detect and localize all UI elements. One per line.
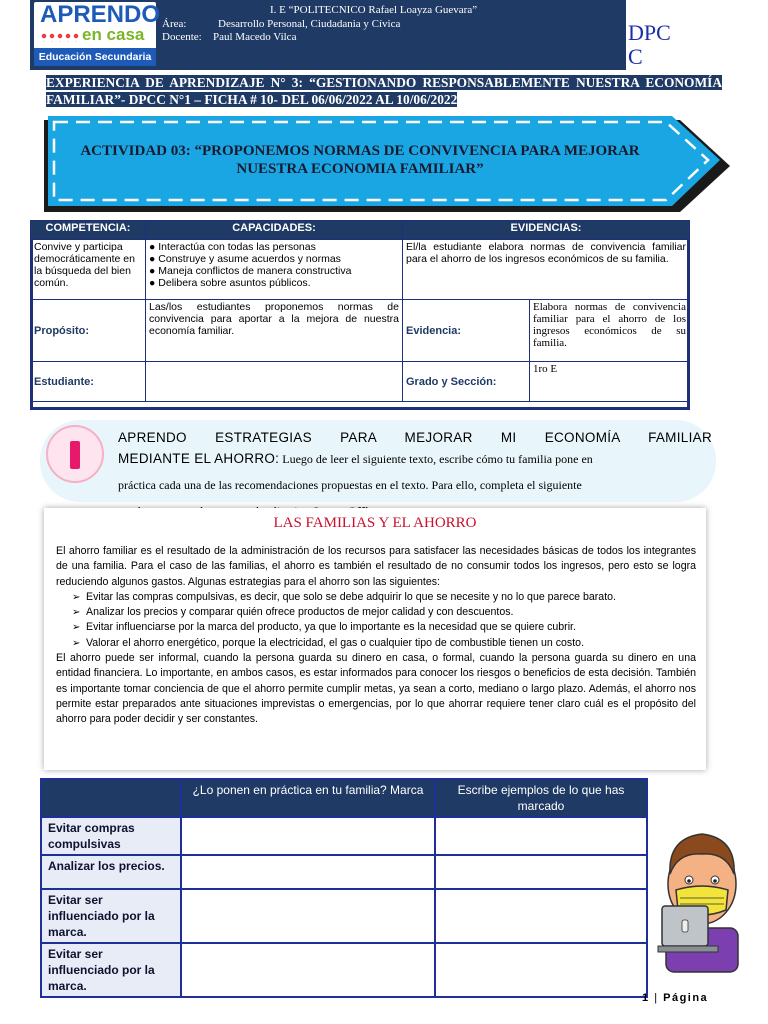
evidencia-text: Elabora normas de convivencia familiar para el ahorro de los ingresos económicos de su familia. <box>530 300 690 362</box>
evidencias-text: El/la estudiante elabora normas de convivencia familiar para el ahorro de los ingresos económicos de su familia. <box>403 240 690 300</box>
table-row <box>41 889 647 943</box>
aprendo-title: APRENDO ESTRATEGIAS PARA MEJORAR MI ECONOMÍA FAMILIAR <box>118 430 712 445</box>
reading-bullet: ➢ Evitar influenciarse por la marca del producto, ya que lo importante es la necesidad que se quiere cubrir. <box>56 620 696 635</box>
marca-cell[interactable] <box>181 855 435 889</box>
marca-cell[interactable] <box>181 889 435 943</box>
capacidades-list <box>146 240 403 300</box>
capacidad-item: ● Maneja conflictos de manera constructiva <box>149 265 352 277</box>
reading-paragraph: El ahorro puede ser informal, cuando la persona guarda su dinero en casa, o formal, cuando la persona guarda su dinero en una entidad financiera. Lo importante, en ambos casos, es estar informados para conocer los riesgos o beneficios de esta decisión. También es importante tomar conciencia de que el ahorro permite cumplir metas, ya sean a corto, mediano o largo plazo. Además, el ahorro nos permite estar preparados ante situaciones imprevistas o emergencias, por lo que ahorrar requiere tener claro cuál es el propósito del ahorro para poder decidir y ser constantes. <box>56 652 696 726</box>
capacidad-item: ● Construye y asume acuerdos y normas <box>149 253 341 265</box>
logo-band: Educación Secundaria <box>34 48 156 66</box>
capacidad-item: ● Interactúa con todas las personas <box>149 241 316 253</box>
reading-title: LAS FAMILIAS Y EL AHORRO <box>273 515 477 531</box>
estudiante-label: Estudiante: <box>31 362 146 402</box>
ejemplos-cell[interactable] <box>435 889 647 943</box>
capacidad-item: ● Delibera sobre asuntos públicos. <box>149 277 311 289</box>
marca-cell[interactable] <box>181 943 435 997</box>
logo-title: APRENDO <box>40 1 161 28</box>
table-row <box>41 943 647 997</box>
aprendo-en-casa-logo <box>34 1 161 66</box>
competencia-text: Convive y participa democráticamente en la búsqueda del bien común. <box>31 240 146 300</box>
logo-dots <box>40 32 80 42</box>
capacidades-header: CAPACIDADES: <box>146 221 403 240</box>
experience-title: EXPERIENCIA DE APRENDIZAJE N° 3: “GESTIONANDO RESPONSABLEMENTE NUESTRA ECONOMÍA FAMILIAR”- DPCC N°1 – FICHA # 10- DEL 06/06/2022 AL 10/06/2022 <box>46 75 722 107</box>
competencia-table <box>30 220 690 402</box>
area-label: Área: <box>162 18 187 30</box>
course-code-line2: C <box>628 46 643 68</box>
teacher-label: Docente: <box>162 31 202 43</box>
teacher-value: Paul Macedo Vilca <box>213 31 297 43</box>
practice-header-marca: ¿Lo ponen en práctica en tu familia? Marca <box>181 779 435 817</box>
logo-sub: en casa <box>82 25 145 44</box>
reading-bullet: ➢ Analizar los precios y comparar quién ofrece productos de mejor calidad y con descuentos. <box>56 605 696 620</box>
practice-row-label: Evitar ser influenciado por la marca. <box>41 889 181 943</box>
reading-bullet: ➢ Evitar las compras compulsivas, es decir, que solo se debe adquirir lo que se necesite y no lo que parece barato. <box>56 590 696 605</box>
area-value: Desarrollo Personal, Ciudadania y Cívica <box>218 18 401 30</box>
reading-paragraph: El ahorro familiar es el resultado de la administración de los recursos para satisfacer las necesidades básicas de todos los integrantes de una familia. Para el caso de las familias, el ahorro es también el resultado de no consumir todos los ingresos, pero esto se logra reduciendo algunos gastos. Algunas estrategias para el ahorro son las siguientes: <box>56 545 696 588</box>
grado-value[interactable]: 1ro E <box>530 362 690 402</box>
student-laptop-illustration <box>656 824 746 974</box>
page-number: 1 <box>642 992 650 1004</box>
reading-body <box>56 544 696 766</box>
grado-label: Grado y Sección: <box>403 362 530 402</box>
competencia-header: COMPETENCIA: <box>31 221 146 240</box>
reading-bullet: ➢ Valorar el ahorro energético, porque la electricidad, el gas o cualquier tipo de combustible tienen un costo. <box>56 636 696 651</box>
ejemplos-cell[interactable] <box>435 855 647 889</box>
activity-title: ACTIVIDAD 03: “PROPONEMOS NORMAS DE CONVIVENCIA PARA MEJORAR NUESTRA ECONOMIA FAMILIAR” <box>80 143 640 177</box>
evidencias-header: EVIDENCIAS: <box>403 221 690 240</box>
aprendo-text: MEDIANTE EL AHORRO: Luego de leer el siguiente texto, escribe cómo tu familia pone en práctica cada una de las recomendaciones propuestas en el texto. Para ello, completa el siguiente <box>118 451 593 492</box>
proposito-text: Las/los estudiantes proponemos normas de convivencia para aportar a la mejora de nuestra economía familiar. <box>146 300 403 362</box>
page-label: Página <box>663 992 709 1004</box>
evidencia-label: Evidencia: <box>403 300 530 362</box>
practice-header-ejemplos: Escribe ejemplos de lo que has marcado <box>435 779 647 817</box>
practice-row-label: Evitar compras compulsivas <box>41 817 181 855</box>
table-row <box>41 855 647 889</box>
page-footer: 1 | Página <box>642 992 709 1004</box>
practice-row-label: Analizar los precios. <box>41 855 181 889</box>
marca-cell[interactable] <box>181 817 435 855</box>
info-icon <box>46 425 104 483</box>
practice-row-label: Evitar ser influenciado por la marca. <box>41 943 181 997</box>
estudiante-field[interactable] <box>146 362 403 402</box>
practice-table <box>40 778 648 998</box>
practice-header-blank <box>41 779 181 817</box>
table-row <box>41 817 647 855</box>
proposito-label: Propósito: <box>31 300 146 362</box>
ejemplos-cell[interactable] <box>435 943 647 997</box>
school-name: I. E “POLITECNICO Rafael Loayza Guevara” <box>270 4 478 16</box>
ejemplos-cell[interactable] <box>435 817 647 855</box>
course-code: DPC <box>628 20 671 45</box>
